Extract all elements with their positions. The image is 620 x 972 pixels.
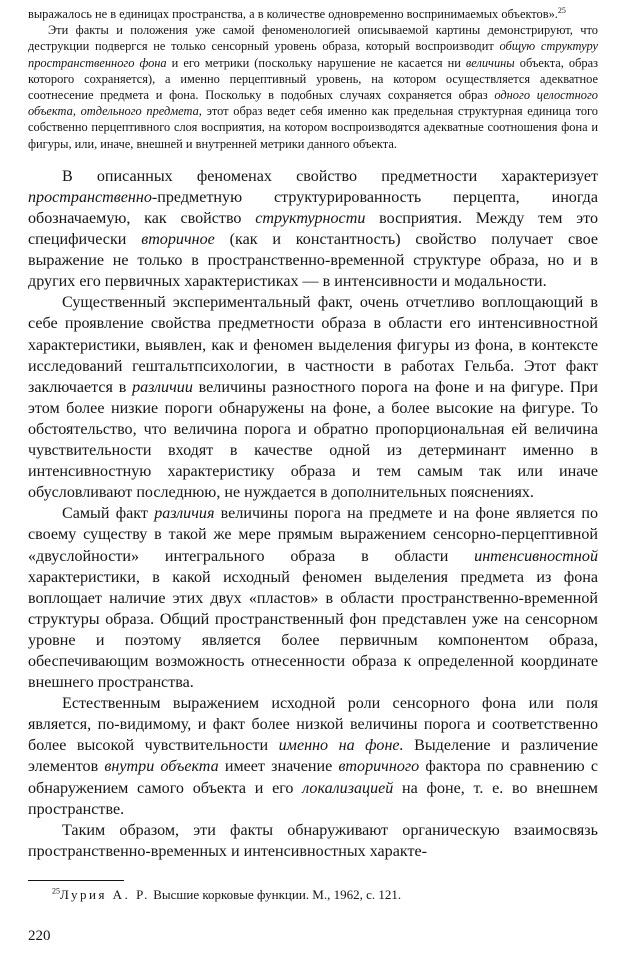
quote-2-text-2: и его метрики (поскольку нарушение не касается ни <box>166 55 466 70</box>
footnote-mark: 25 <box>52 886 60 896</box>
quote-paragraph-1 <box>28 6 598 22</box>
main-3-text-3: характеристики, в какой исходный феномен выделения предмета из фона воплощает наличие этих двух «пластов» в области пространственно-временной структуры образа. Общий пространственный фон представлен уже на сенсорном уровне и поэтому является более первичным компонентом образа, обеспечивающим возможность отнесенности образа к определенной координате внешнего пространства. <box>28 568 598 692</box>
quote-1-text: выражалось не в единицах пространства, а в количестве одновременно воспринимаемых объектов». <box>28 7 558 21</box>
main-4-emphasis-3: вторичного <box>338 758 420 776</box>
main-4-text-4: фактора по сравнению с обнаружением самого объекта и его <box>28 758 598 797</box>
main-1-text-3: восприятия. Между тем это специфически <box>28 210 598 249</box>
page-content <box>28 6 598 903</box>
main-1-text-2: предметную структурированность перцепта, иногда обозначаемую, как свойство <box>28 188 598 228</box>
main-2-text-1: Существенный экспериментальный факт, очень отчетливо воплощающий в себе проявление свойства предметности образа в области его интенсивностной характеристики, выявлен, как и феномен выделения фигуры из фона, в контексте исследований гештальтпсихологии, в частности в работах Гельба. Этот факт заключается в <box>28 294 598 396</box>
main-3-text-2: величины порога на предмете и на фоне является по своему существу в такой же мере прямым выражением сенсорно-перцептивной «двуслойности» интегрального образа в области <box>28 505 598 565</box>
main-3-emphasis-2: интенсивностной <box>474 547 598 565</box>
main-1-emphasis-2: структурности <box>255 210 366 228</box>
main-4-text-5: на фоне, т. е. во внешнем пространстве. <box>28 779 598 818</box>
main-4-emphasis-2: внутри объекта <box>104 758 219 776</box>
main-1-emphasis-1: пространственно- <box>28 188 158 206</box>
main-paragraph-2 <box>28 292 598 503</box>
main-4-emphasis-1: именно на фоне. <box>278 737 404 755</box>
main-4-text-1: Естественным выражением исходной роли сенсорного фона или поля является, по-видимому, и факт более низкой величины порога и соответственно более высокой чувствительности <box>28 695 598 755</box>
quote-2-text-1: Эти факты и положения уже самой феноменологией описываемой картины демонстрируют, что деструкции подвергся не только сенсорный уровень образа, который воспроизводит <box>28 23 598 54</box>
quote-2-text-3: объекта, образ которого сохраняется), а именно перцептивный уровень, на котором осуществляется адекватное соотнесение предмета и фона. Поскольку в подобных случаях сохраняется образ <box>28 55 599 103</box>
main-3-text-1: Самый факт <box>62 505 155 523</box>
main-paragraph-1 <box>28 166 598 293</box>
main-2-emphasis-1: различии <box>132 378 193 396</box>
main-2-text-2: величины разностного порога на фоне и на фигуре. При этом более низкие пороги обнаружены на фоне, а более высокие на фигуре. То обстоятельство, что величина порога и обратно пропорциональная ей величина чувствительности входят в качестве одной из детерминант именно в интенсивностную характеристику образа и тем самым так или иначе обусловливают последнюю, не нуждается в дополнительных пояснениях. <box>28 378 598 502</box>
main-paragraph-5 <box>28 820 598 862</box>
main-paragraph-4 <box>28 693 598 820</box>
quote-2-emphasis-2: величины <box>465 55 515 70</box>
quote-2-emphasis-1: общую структуру пространственного фона <box>28 39 599 70</box>
main-4-text-3: имеет значение <box>218 758 339 776</box>
footnote <box>28 887 598 903</box>
main-4-text-2: Выделение и различение элементов <box>28 737 599 776</box>
quote-paragraph-2 <box>28 22 598 152</box>
quote-2-text-4: этот образ ведет себя именно как предельная структурная единица того собственно перцептивного слоя восприятия, на котором воспроизводятся адекватные соотношения фона и фигуры, или, иначе, внешней и внутренней метрики данного объекта. <box>28 104 598 151</box>
main-3-emphasis-1: различия <box>154 505 215 523</box>
footnote-text: Высшие корковые функции. М., 1962, с. 121. <box>149 886 402 902</box>
page-number: 220 <box>28 928 51 944</box>
main-4-emphasis-4: локализацией <box>302 779 394 797</box>
footnote-divider <box>28 880 124 881</box>
main-1-text-1: В описанных феноменах свойство предметности характеризует <box>62 167 598 185</box>
main-5-text: Таким образом, эти факты обнаруживают органическую взаимосвязь пространственно-временных и интенсивностных характе- <box>28 821 598 860</box>
main-paragraph-3 <box>28 503 598 693</box>
footnote-author: Лурия А. Р. <box>60 886 150 902</box>
main-1-emphasis-3: вторичное <box>141 231 215 249</box>
quote-2-emphasis-3: одного целостного объекта, отдельного предмета, <box>28 88 598 119</box>
footnote-reference: 25 <box>557 5 566 15</box>
main-1-text-4: (как и константность) свойство получает свое выражение не только в пространственно-временной структуре образа, но и в других его первичных характеристиках — в интенсивности и модальности. <box>28 231 598 291</box>
